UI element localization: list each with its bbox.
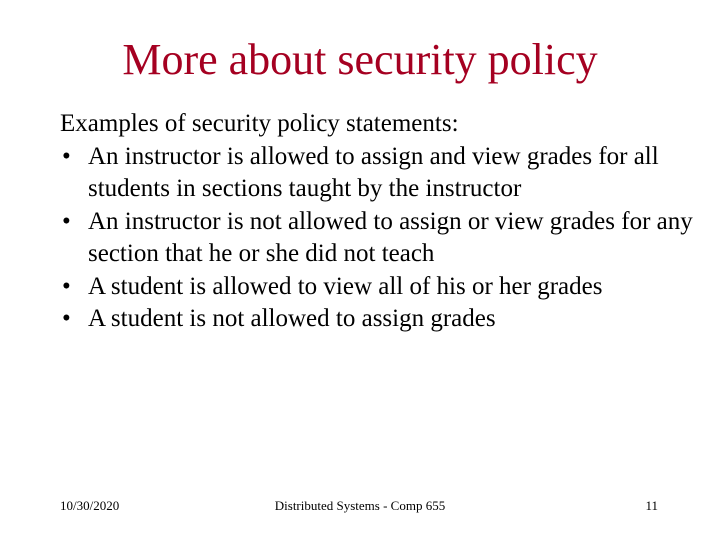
bullet-item bbox=[60, 206, 700, 271]
bullet-text: A student is not allowed to assign grades bbox=[88, 305, 496, 332]
bullet-item bbox=[60, 271, 700, 304]
footer-course: Distributed Systems - Comp 655 bbox=[274, 498, 446, 513]
footer-page-number: 11 bbox=[645, 498, 658, 513]
slide-body bbox=[60, 108, 700, 336]
bullet-item bbox=[60, 141, 700, 206]
slide-title: More about security policy bbox=[122, 35, 598, 84]
bullet-text: An instructor is not allowed to assign or view grades for any section that he or she did not teach bbox=[88, 207, 693, 267]
footer-date: 10/30/2020 bbox=[60, 498, 120, 513]
bullet-text: A student is allowed to view all of his or her grades bbox=[88, 272, 603, 300]
bullet-icon: • bbox=[62, 305, 71, 332]
bullet-list bbox=[60, 141, 700, 336]
bullet-item bbox=[60, 303, 700, 336]
bullet-icon: • bbox=[62, 207, 71, 235]
bullet-icon: • bbox=[62, 272, 71, 300]
bullet-icon: • bbox=[62, 142, 71, 170]
intro-text: Examples of security policy statements: bbox=[60, 110, 459, 137]
bullet-text: An instructor is allowed to assign and view grades for all students in sections taught by the instructor bbox=[88, 142, 659, 202]
